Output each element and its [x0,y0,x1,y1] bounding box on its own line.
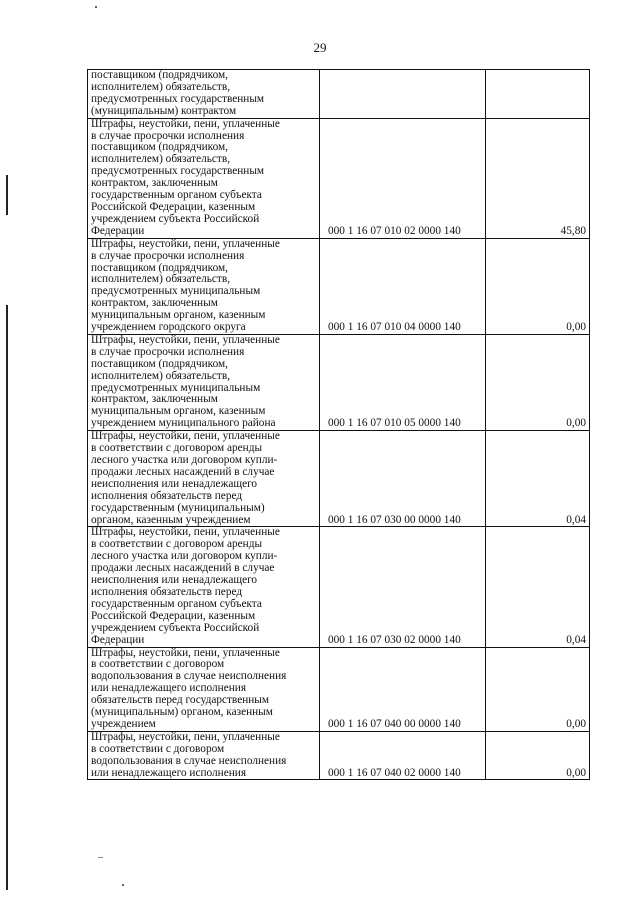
revenue-description-line: или ненадлежащего исполнения [91,766,247,779]
budget-classification-code-cell: 000 1 16 07 030 00 0000 140 [320,431,486,527]
revenue-description-line: обязательств перед государственным [91,694,270,707]
table-row [88,731,590,780]
revenue-description-cell [88,647,320,731]
budget-classification-code-cell: 000 1 16 07 030 02 0000 140 [320,527,486,647]
revenue-description-line: государственным (муниципальным) [91,501,265,514]
table-row [88,238,590,334]
revenue-description-line: контрактом, заключенным [91,297,218,310]
scan-margin-line-lower [6,305,8,890]
revenue-description-line: продажи лесных насаждений в случае [91,465,275,478]
revenue-description-line: неисполнения или ненадлежащего [91,477,258,490]
scan-margin-line-upper [6,175,8,215]
revenue-description-line: Штрафы, неустойки, пени, уплаченные [91,238,280,250]
revenue-description-line: в соответствии с договором [91,658,225,671]
amount-cell: 45,80 [486,118,590,238]
scan-speck-top [95,6,97,8]
amount-cell: 0,00 [486,238,590,334]
page-number: 29 [313,40,327,55]
revenue-description-line: учреждением субъекта Российской [91,621,260,634]
revenue-description-line: предусмотренных муниципальным [91,285,261,298]
revenue-description-line: в случае просрочки исполнения [91,249,245,262]
revenue-description-line: Федерации [91,633,145,646]
revenue-description-line: Российской Федерации, казенным [91,609,256,622]
revenue-description-line: (муниципальным) контрактом [91,104,237,117]
revenue-description-line: Штрафы, неустойки, пени, уплаченные [91,430,280,443]
revenue-description-cell [88,334,320,430]
revenue-description-line: исполнителем) обязательств, [91,369,231,382]
revenue-description-line: предусмотренных государственным [91,92,265,105]
revenue-description-cell [88,731,320,780]
revenue-description-line: исполнителем) обязательств, [91,80,231,93]
budget-classification-code-cell: 000 1 16 07 040 02 0000 140 [320,731,486,780]
revenue-description-line: Федерации [91,224,145,237]
revenue-description-line: предусмотренных государственным [91,165,265,178]
amount-cell [486,70,590,119]
revenue-description-line: поставщиком (подрядчиком, [91,261,228,274]
revenue-description-line: продажи лесных насаждений в случае [91,562,275,575]
revenue-description-line: в соответствии с договором аренды [91,538,263,551]
revenue-description-cell [88,238,320,334]
revenue-description-line: водопользования в случае неисполнения [91,754,287,767]
revenue-description-line: исполнения обязательств перед [91,585,243,598]
revenue-description-line: Штрафы, неустойки, пени, уплаченные [91,647,280,659]
revenue-description-line: учреждением городского округа [91,321,246,334]
revenue-description-line: государственным органом субъекта [91,597,262,610]
revenue-description-line: муниципальным органом, казенным [91,309,266,322]
revenue-description-line: в соответствии с договором [91,742,225,755]
revenue-description-line: водопользования в случае неисполнения [91,670,287,683]
table-row [88,431,590,527]
amount-cell: 0,00 [486,731,590,780]
table-row [88,527,590,647]
budget-classification-code-cell: 000 1 16 07 040 00 0000 140 [320,647,486,731]
revenue-description-cell [88,431,320,527]
revenue-description-line: Штрафы, неустойки, пени, уплаченные [91,118,280,130]
revenue-description-line: (муниципальным) органом, казенным [91,706,273,719]
revenue-description-line: поставщиком (подрядчиком, [91,69,228,81]
revenue-description-line: или ненадлежащего исполнения [91,682,247,695]
revenue-description-cell [88,70,320,119]
budget-classification-code-cell: 000 1 16 07 010 05 0000 140 [320,334,486,430]
revenue-description-line: исполнения обязательств перед [91,489,243,502]
revenue-description-cell [88,527,320,647]
revenue-description-line: Российской Федерации, казенным [91,200,256,213]
revenue-description-line: контрактом, заключенным [91,177,218,190]
revenue-description-line: поставщиком (подрядчиком, [91,141,228,154]
scan-tick-bottom [98,857,103,858]
revenue-description-line: в соответствии с договором аренды [91,442,263,455]
budget-classification-code-cell [320,70,486,119]
revenue-description-line: государственным органом субъекта [91,189,262,202]
amount-cell: 0,00 [486,334,590,430]
revenue-description-line: учреждением субъекта Российской [91,212,260,225]
budget-classification-code-cell: 000 1 16 07 010 04 0000 140 [320,238,486,334]
revenue-description-line: исполнителем) обязательств, [91,273,231,286]
revenue-description-line: в случае просрочки исполнения [91,129,245,142]
revenue-table [87,69,590,780]
revenue-table-body [88,70,590,780]
table-row [88,334,590,430]
revenue-description-line: учреждением [91,717,156,730]
revenue-description-cell [88,118,320,238]
amount-cell: 0,04 [486,527,590,647]
revenue-description-line: органом, казенным учреждением [91,513,251,526]
table-row [88,118,590,238]
table-row [88,70,590,119]
revenue-description-line: предусмотренных муниципальным [91,381,261,394]
revenue-description-line: поставщиком (подрядчиком, [91,357,228,370]
revenue-description-line: неисполнения или ненадлежащего [91,574,258,587]
revenue-description-line: исполнителем) обязательств, [91,153,231,166]
table-row [88,647,590,731]
amount-cell: 0,04 [486,431,590,527]
revenue-description-line: муниципальным органом, казенным [91,405,266,418]
revenue-description-line: лесного участка или договором купли- [91,550,278,563]
revenue-description-line: в случае просрочки исполнения [91,345,245,358]
revenue-description-line: лесного участка или договором купли- [91,454,278,466]
revenue-description-line: Штрафы, неустойки, пени, уплаченные [91,334,280,346]
budget-classification-code-cell: 000 1 16 07 010 02 0000 140 [320,118,486,238]
revenue-description-line: учреждением муниципального района [91,417,276,430]
revenue-description-line: Штрафы, неустойки, пени, уплаченные [91,731,280,743]
scan-speck-bottom [122,884,124,886]
revenue-description-line: Штрафы, неустойки, пени, уплаченные [91,526,280,539]
amount-cell: 0,00 [486,647,590,731]
revenue-description-line: контрактом, заключенным [91,393,218,406]
